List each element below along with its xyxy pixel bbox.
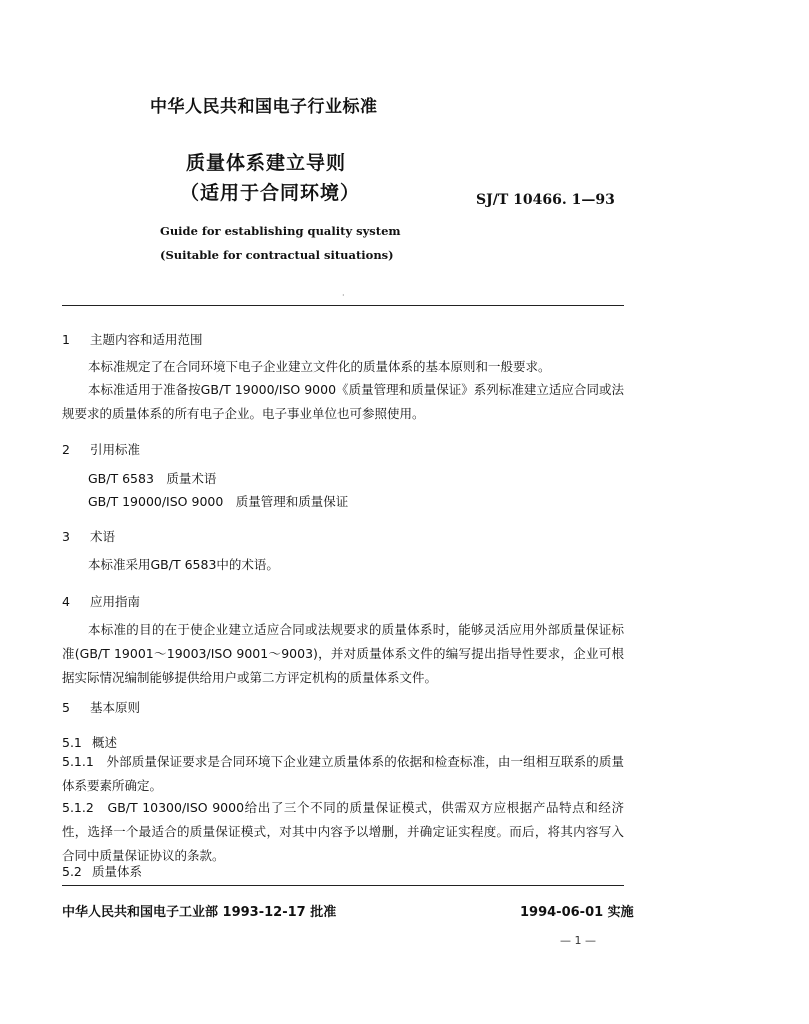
subsection-number: 5.2	[62, 864, 82, 879]
section-2-heading	[62, 440, 140, 458]
subsection-title: 质量体系	[92, 864, 143, 879]
section-title: 基本原则	[90, 700, 141, 715]
subsection-title: 概述	[92, 735, 118, 750]
section-number: 2	[62, 442, 70, 457]
section-number: 1	[62, 332, 70, 347]
section-number: 5	[62, 700, 70, 715]
english-subtitle: (Suitable for contractual situations)	[160, 248, 394, 262]
header-divider	[62, 305, 624, 306]
section-title: 引用标准	[90, 442, 141, 457]
section-5-heading	[62, 698, 140, 716]
clause-5-1-2: 5.1.2 GB/T 10300/ISO 9000给出了三个不同的质量保证模式，供需双方应根据产品特点和经济性，选择一个最适合的质量保证模式，对其中内容予以增删，并确定证实程度。而后，将其内容写入合同中质量保证协议的条款。	[62, 800, 624, 863]
standard-category: 中华人民共和国电子行业标准	[150, 97, 378, 117]
speck-mark: ·	[342, 291, 345, 300]
section-3-paragraph: 本标准采用GB/T 6583中的术语。	[88, 557, 279, 572]
section-title: 术语	[90, 529, 116, 544]
section-1-paragraph-2: 本标准适用于准备按GB/T 19000/ISO 9000《质量管理和质量保证》系列标准建立适应合同或法规要求的质量体系的所有电子企业。电子事业单位也可参照使用。	[62, 382, 624, 421]
document-title: 质量体系建立导则	[186, 152, 347, 174]
section-number: 3	[62, 529, 70, 544]
section-number: 4	[62, 594, 70, 609]
section-1-heading	[62, 330, 203, 348]
section-title: 应用指南	[90, 594, 141, 609]
reference-item: GB/T 19000/ISO 9000 质量管理和质量保证	[88, 494, 349, 509]
subsection-5-1-heading	[62, 733, 117, 751]
section-4-heading	[62, 592, 140, 610]
section-title: 主题内容和适用范围	[90, 332, 203, 347]
document-subtitle: （适用于合同环境）	[180, 182, 361, 204]
subsection-5-2-heading	[62, 862, 142, 880]
page-number: — 1 —	[560, 934, 596, 947]
subsection-number: 5.1	[62, 735, 82, 750]
reference-item: GB/T 6583 质量术语	[88, 471, 217, 486]
standard-number: SJ/T 10466. 1—93	[476, 192, 615, 208]
section-1-paragraph-1: 本标准规定了在合同环境下电子企业建立文件化的质量体系的基本原则和一般要求。	[88, 359, 551, 374]
effective-date: 1994-06-01 实施	[520, 905, 634, 920]
approval-date: 中华人民共和国电子工业部 1993-12-17 批准	[62, 905, 337, 920]
section-3-heading	[62, 527, 115, 545]
english-title: Guide for establishing quality system	[160, 224, 401, 238]
footer-divider	[62, 885, 624, 886]
clause-5-1-1: 5.1.1 外部质量保证要求是合同环境下企业建立质量体系的依据和检查标准，由一组相互联系的质量体系要素所确定。	[62, 754, 624, 793]
section-4-paragraph: 本标准的目的在于使企业建立适应合同或法规要求的质量体系时，能够灵活应用外部质量保证标准(GB/T 19001～19003/ISO 9001～9003)，并对质量体系文件的编写提出指导性要求，企业可根据实际情况编制能够提供给用户或第二方评定机构的质量体系文件。	[62, 622, 624, 685]
